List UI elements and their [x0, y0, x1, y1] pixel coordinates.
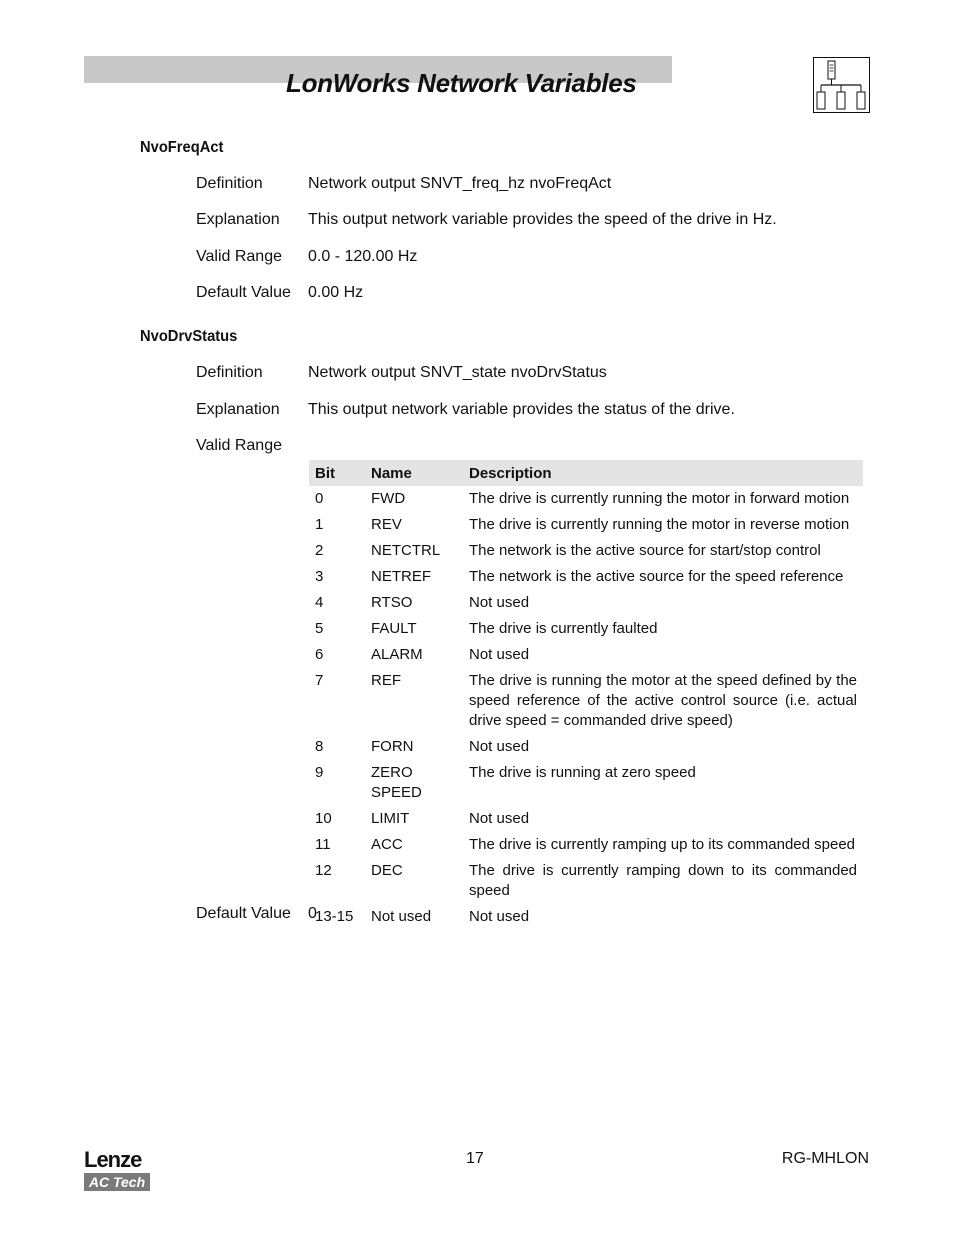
table-row [309, 832, 863, 858]
field-label: Valid Range [196, 437, 282, 454]
field-label: Default Value [196, 284, 291, 301]
cell-description: The drive is running at zero speed [469, 764, 696, 781]
field-row-valid-range [196, 248, 876, 270]
field-value: Network output SNVT_freq_hz nvoFreqAct [308, 175, 612, 192]
cell-description: Not used [469, 594, 530, 611]
table-row [309, 538, 863, 564]
page-number: 17 [466, 1150, 484, 1167]
cell-name: REV [371, 516, 402, 533]
cell-name: REF [371, 672, 401, 689]
field-row-default-value [196, 284, 876, 306]
table-row [309, 858, 863, 904]
table-row [309, 760, 863, 806]
column-header-description: Description [469, 464, 552, 482]
cell-name: DEC [371, 862, 403, 879]
cell-name: Not used [371, 908, 432, 925]
field-value: This output network variable provides the status of the drive. [308, 401, 735, 418]
field-row-valid-range [196, 437, 876, 459]
table-row [309, 806, 863, 832]
cell-name: LIMIT [371, 810, 410, 827]
cell-description: Not used [469, 646, 530, 663]
field-row-definition [196, 364, 876, 386]
cell-description: The drive is running the motor at the speed defined by the speed reference of the active control source (i.e. actual drive speed = commanded drive speed) [469, 672, 857, 729]
status-bit-table [309, 460, 863, 930]
table-row [309, 486, 863, 512]
field-value: This output network variable provides the speed of the drive in Hz. [308, 211, 777, 228]
table-row [309, 512, 863, 538]
cell-description: Not used [469, 908, 530, 925]
cell-bit: 6 [315, 646, 324, 663]
brand-name: Lenze [84, 1147, 142, 1172]
field-value: 0.00 Hz [308, 284, 364, 301]
field-value: 0.0 - 120.00 Hz [308, 248, 418, 265]
field-row-explanation [196, 211, 876, 233]
table-row [309, 616, 863, 642]
cell-name: FAULT [371, 620, 417, 637]
cell-name: FWD [371, 490, 406, 507]
field-label: Explanation [196, 401, 280, 418]
cell-name: RTSO [371, 594, 413, 611]
cell-name: ALARM [371, 646, 423, 663]
cell-bit: 1 [315, 516, 324, 533]
field-value: 0 [308, 905, 317, 922]
field-label: Default Value [196, 905, 291, 922]
brand-logo [84, 1149, 150, 1192]
cell-bit: 8 [315, 738, 324, 755]
field-row-explanation [196, 401, 876, 423]
cell-description: Not used [469, 738, 530, 755]
table-header-row [309, 460, 863, 486]
cell-name: NETCTRL [371, 542, 441, 559]
brand-sub: AC Tech [84, 1173, 150, 1191]
cell-bit: 10 [315, 810, 332, 827]
field-row-default-value [196, 905, 876, 927]
cell-name: ZERO SPEED [371, 764, 422, 801]
cell-description: The drive is currently running the motor in reverse motion [469, 516, 850, 533]
cell-name: ACC [371, 836, 403, 853]
table-row [309, 564, 863, 590]
column-header-bit: Bit [315, 464, 335, 482]
field-label: Valid Range [196, 248, 282, 265]
document-code: RG-MHLON [781, 1150, 869, 1167]
cell-bit: 7 [315, 672, 324, 689]
cell-description: The network is the active source for start/stop control [469, 542, 821, 559]
cell-description: The drive is currently running the motor in forward motion [469, 490, 850, 507]
table-row [309, 590, 863, 616]
cell-bit: 12 [315, 862, 332, 879]
field-label: Definition [196, 175, 263, 192]
table-body [309, 486, 863, 930]
network-icon [813, 57, 870, 113]
cell-description: The drive is currently ramping up to its commanded speed [469, 836, 856, 853]
section-title-nvofreqact: NvoFreqAct [140, 139, 224, 156]
cell-bit: 13-15 [315, 908, 354, 925]
column-header-name: Name [371, 464, 412, 482]
cell-description: Not used [469, 810, 530, 827]
table-row [309, 734, 863, 760]
cell-description: The network is the active source for the speed reference [469, 568, 844, 585]
cell-bit: 3 [315, 568, 324, 585]
field-label: Explanation [196, 211, 280, 228]
table-row [309, 642, 863, 668]
field-row-definition [196, 175, 876, 197]
cell-bit: 5 [315, 620, 324, 637]
cell-bit: 9 [315, 764, 324, 781]
field-value: Network output SNVT_state nvoDrvStatus [308, 364, 607, 381]
page-title: LonWorks Network Variables [286, 68, 637, 98]
cell-name: NETREF [371, 568, 431, 585]
cell-bit: 2 [315, 542, 324, 559]
cell-bit: 0 [315, 490, 324, 507]
cell-description: The drive is currently ramping down to its commanded speed [469, 862, 857, 899]
field-label: Definition [196, 364, 263, 381]
cell-bit: 11 [315, 836, 331, 853]
cell-bit: 4 [315, 594, 324, 611]
cell-name: FORN [371, 738, 414, 755]
section-title-nvodrvstatus: NvoDrvStatus [140, 328, 238, 345]
cell-description: The drive is currently faulted [469, 620, 658, 637]
table-row [309, 668, 863, 734]
